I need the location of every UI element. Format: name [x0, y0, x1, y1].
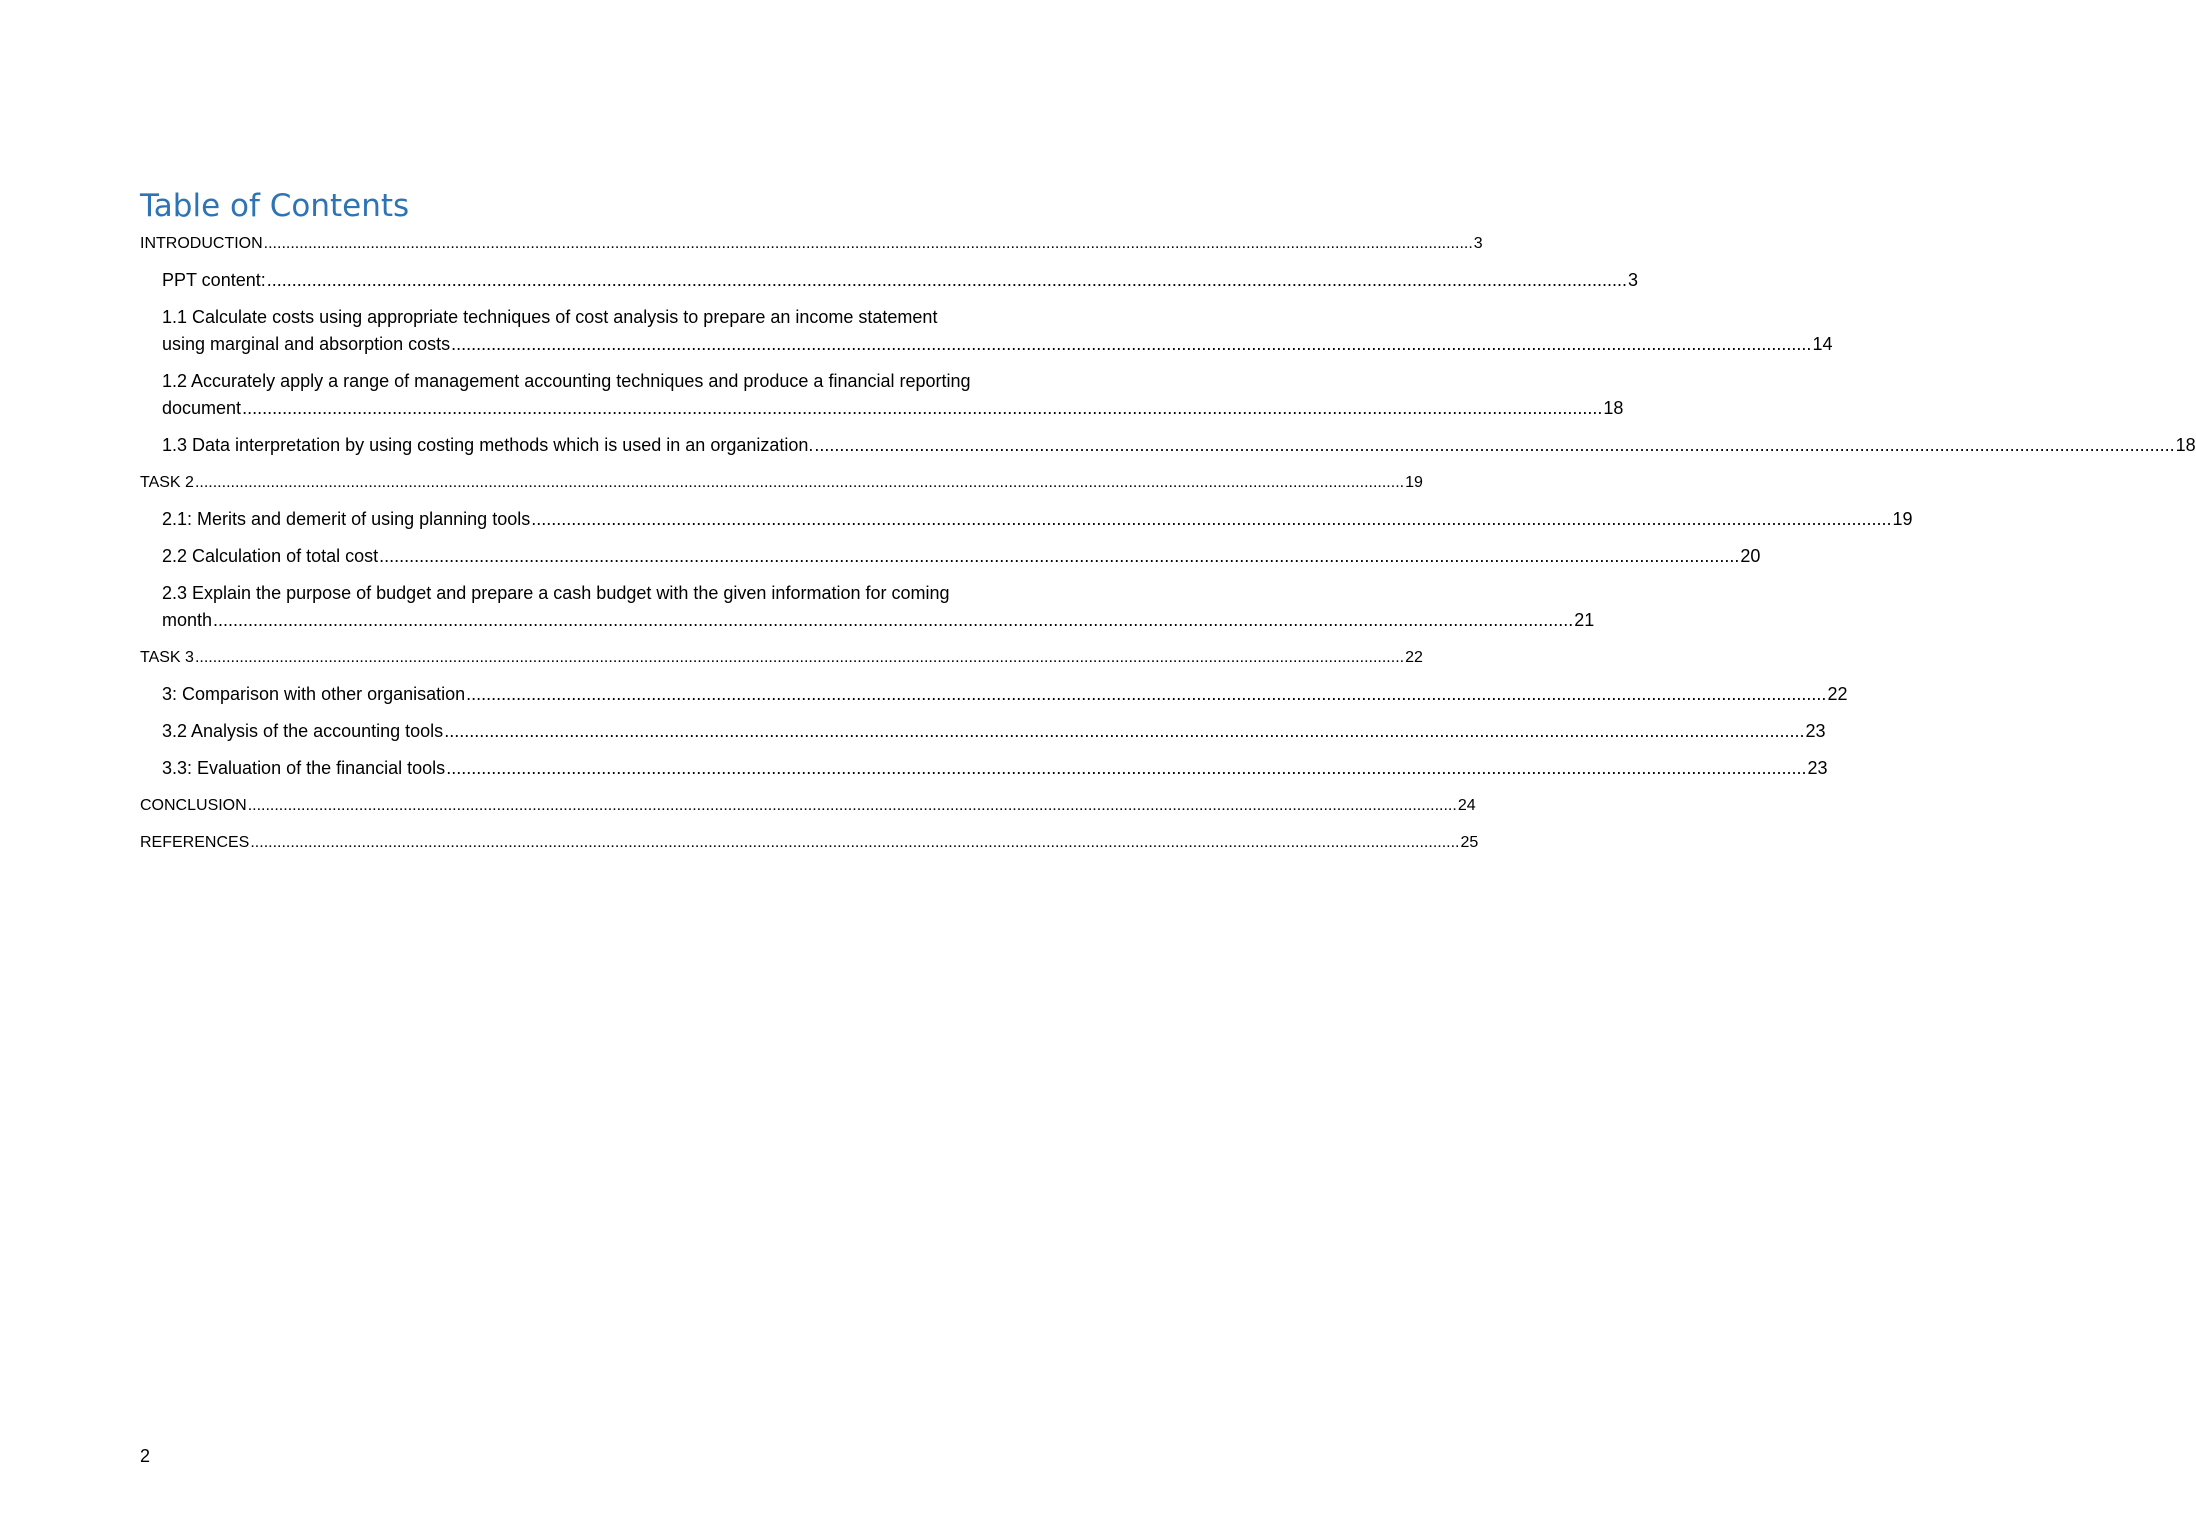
toc-entry-1-1[interactable]: [140, 304, 1833, 358]
toc-entry-text: 1.3 Data interpretation by using costing methods which is used in an organization.: [162, 435, 814, 455]
toc-entry-text: 3.2 Analysis of the accounting tools: [162, 721, 444, 741]
toc-entry-text: 2.1: Merits and demerit of using planning tools: [162, 509, 531, 529]
toc-entry-page: 24: [1457, 797, 1476, 814]
toc-entry-references[interactable]: [140, 829, 1479, 856]
toc-leader-dots: [379, 543, 1739, 570]
page-number: 2: [140, 1446, 151, 1466]
toc-entry-3-2[interactable]: [140, 718, 1826, 745]
toc-entry-text: document: [162, 398, 242, 418]
toc-title: Table of Contents: [140, 188, 410, 224]
toc-entry-3-3[interactable]: [140, 755, 1828, 782]
toc-entry-page: 20: [1740, 546, 1761, 566]
toc-entry-text: REFERENCES: [140, 834, 250, 851]
toc-entry-introduction[interactable]: [140, 230, 1483, 257]
toc-leader-dots: [264, 230, 1473, 257]
toc-entry-2-2[interactable]: [140, 543, 1761, 570]
toc-entry-page: 3: [1473, 235, 1483, 252]
toc-entry-task-2[interactable]: [140, 469, 1423, 496]
toc-entry-text-line1: 1.1 Calculate costs using appropriate techniques of cost analysis to prepare an income statement: [162, 307, 938, 327]
toc-entry-conclusion[interactable]: [140, 792, 1476, 819]
toc-entry-text-line1: 1.2 Accurately apply a range of management accounting techniques and produce a financial reporting: [162, 371, 971, 391]
toc-leader-dots: [195, 644, 1404, 671]
toc-entry-text: 3: Comparison with other organisation: [162, 684, 466, 704]
toc-entry-page: 18: [1603, 398, 1624, 418]
toc-leader-dots: [267, 267, 1627, 294]
toc-list: [140, 230, 2196, 866]
toc-entry-1-2[interactable]: [140, 368, 1624, 422]
toc-leader-dots: [195, 469, 1404, 496]
toc-entry-text: INTRODUCTION: [140, 235, 263, 252]
toc-entry-text: TASK 2: [140, 474, 194, 491]
toc-entry-2-1[interactable]: [140, 506, 1913, 533]
toc-leader-dots: [814, 432, 2174, 459]
toc-leader-dots: [531, 506, 1891, 533]
toc-entry-page: 22: [1405, 649, 1423, 666]
toc-entry-page: 23: [1805, 721, 1826, 741]
toc-entry-page: 3: [1628, 270, 1639, 290]
toc-leader-dots: [250, 829, 1459, 856]
toc-entry-text: month: [162, 610, 213, 630]
toc-entry-page: 25: [1460, 834, 1479, 851]
toc-entry-text: TASK 3: [140, 649, 194, 666]
toc-entry-2-3[interactable]: [140, 580, 1595, 634]
toc-entry-3[interactable]: [140, 681, 1848, 708]
toc-leader-dots: [446, 755, 1806, 782]
toc-entry-page: 18: [2175, 435, 2196, 455]
toc-entry-ppt-content[interactable]: [140, 267, 1639, 294]
toc-entry-page: 19: [1405, 474, 1423, 491]
toc-entry-text: PPT content:: [162, 270, 266, 290]
toc-entry-page: 14: [1812, 334, 1833, 354]
toc-entry-text: 2.2 Calculation of total cost: [162, 546, 379, 566]
toc-leader-dots: [213, 607, 1573, 634]
toc-entry-page: 21: [1574, 610, 1595, 630]
toc-entry-page: 19: [1892, 509, 1913, 529]
toc-entry-task-3[interactable]: [140, 644, 1423, 671]
toc-entry-1-3[interactable]: [140, 432, 2196, 459]
toc-leader-dots: [451, 331, 1811, 358]
toc-entry-page: 23: [1807, 758, 1828, 778]
toc-leader-dots: [466, 681, 1826, 708]
toc-leader-dots: [444, 718, 1804, 745]
toc-leader-dots: [242, 395, 1602, 422]
toc-entry-page: 22: [1827, 684, 1848, 704]
toc-entry-text: 3.3: Evaluation of the financial tools: [162, 758, 446, 778]
toc-entry-text: using marginal and absorption costs: [162, 334, 451, 354]
toc-leader-dots: [248, 792, 1457, 819]
toc-entry-text: CONCLUSION: [140, 797, 247, 814]
toc-entry-text-line1: 2.3 Explain the purpose of budget and prepare a cash budget with the given information for coming: [162, 583, 950, 603]
